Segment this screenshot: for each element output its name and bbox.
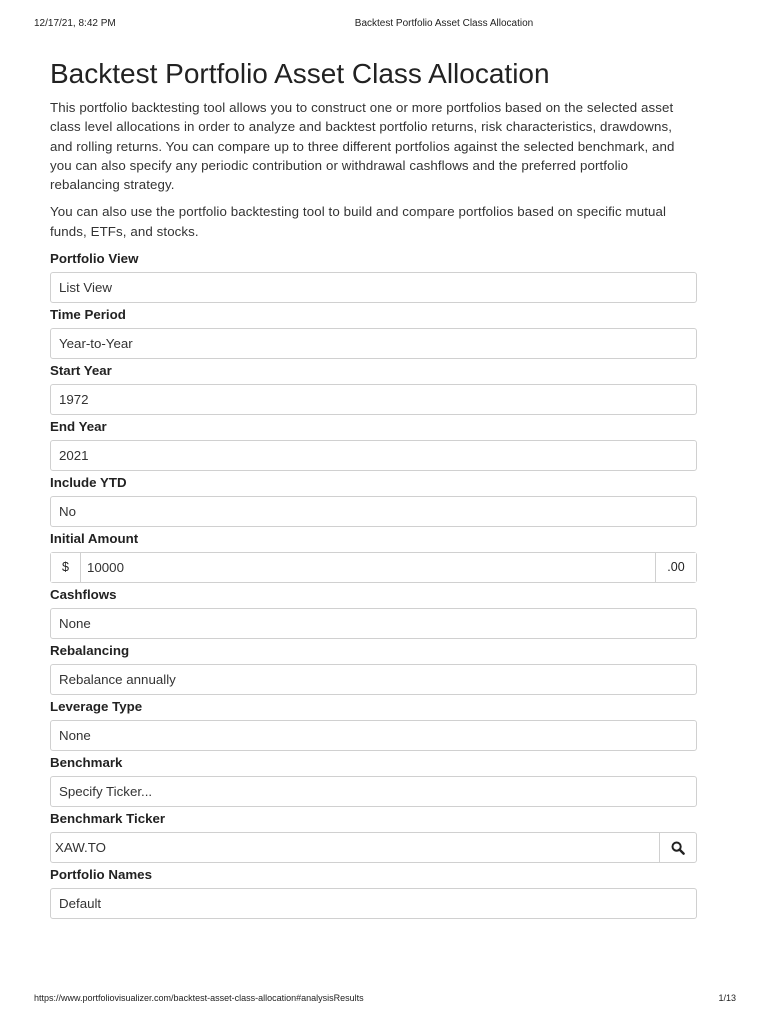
ticker-search-button[interactable] xyxy=(659,833,696,862)
portfolio-view-select[interactable]: List View xyxy=(50,272,697,303)
print-title: Backtest Portfolio Asset Class Allocation xyxy=(354,18,534,29)
print-url: https://www.portfoliovisualizer.com/backtest-asset-class-allocation#analysisResults xyxy=(34,993,364,1003)
rebalancing-label: Rebalancing xyxy=(50,643,130,659)
page-number: 1/13 xyxy=(718,993,736,1003)
initial-amount-label: Initial Amount xyxy=(50,531,139,547)
rebalancing-select[interactable]: Rebalance annually xyxy=(50,664,697,695)
search-icon xyxy=(671,841,685,855)
initial-amount-group xyxy=(50,552,697,583)
cashflows-label: Cashflows xyxy=(50,587,117,603)
start-year-label: Start Year xyxy=(50,363,112,379)
benchmark-select[interactable]: Specify Ticker... xyxy=(50,776,697,807)
benchmark-label: Benchmark xyxy=(50,755,123,771)
start-year-select[interactable]: 1972 xyxy=(50,384,697,415)
initial-amount-input[interactable]: 10000 xyxy=(87,560,124,576)
portfolio-names-label: Portfolio Names xyxy=(50,867,152,883)
main-content xyxy=(50,56,697,919)
print-date: 12/17/21, 8:42 PM xyxy=(34,18,116,29)
leverage-type-select[interactable]: None xyxy=(50,720,697,751)
benchmark-ticker-input[interactable]: XAW.TO xyxy=(55,840,106,856)
end-year-label: End Year xyxy=(50,419,107,435)
leverage-type-label: Leverage Type xyxy=(50,699,143,715)
benchmark-ticker-label: Benchmark Ticker xyxy=(50,811,166,827)
time-period-select[interactable]: Year-to-Year xyxy=(50,328,697,359)
benchmark-ticker-group xyxy=(50,832,697,863)
cashflows-select[interactable]: None xyxy=(50,608,697,639)
portfolio-names-select[interactable]: Default xyxy=(50,888,697,919)
dollar-addon: $ xyxy=(51,553,81,582)
portfolio-view-label: Portfolio View xyxy=(50,251,139,267)
include-ytd-select[interactable]: No xyxy=(50,496,697,527)
time-period-label: Time Period xyxy=(50,307,126,323)
end-year-select[interactable]: 2021 xyxy=(50,440,697,471)
description-paragraph-2: You can also use the portfolio backtesting tool to build and compare portfolios based on specific mutual funds, ETFs, and stocks. xyxy=(50,204,667,239)
page-title: Backtest Portfolio Asset Class Allocation xyxy=(50,58,550,89)
cents-addon: .00 xyxy=(655,553,696,582)
include-ytd-label: Include YTD xyxy=(50,475,127,491)
description-paragraph: This portfolio backtesting tool allows you to construct one or more portfolios based on the selected asset class level allocations in order to analyze and backtest portfolio returns, risk characteristics, drawdowns, and rolling returns. You can compare up to three different portfolios against the selected benchmark, and you can also specify any periodic contribution or withdrawal cashflows and the preferred portfolio rebalancing strategy. xyxy=(50,100,675,193)
